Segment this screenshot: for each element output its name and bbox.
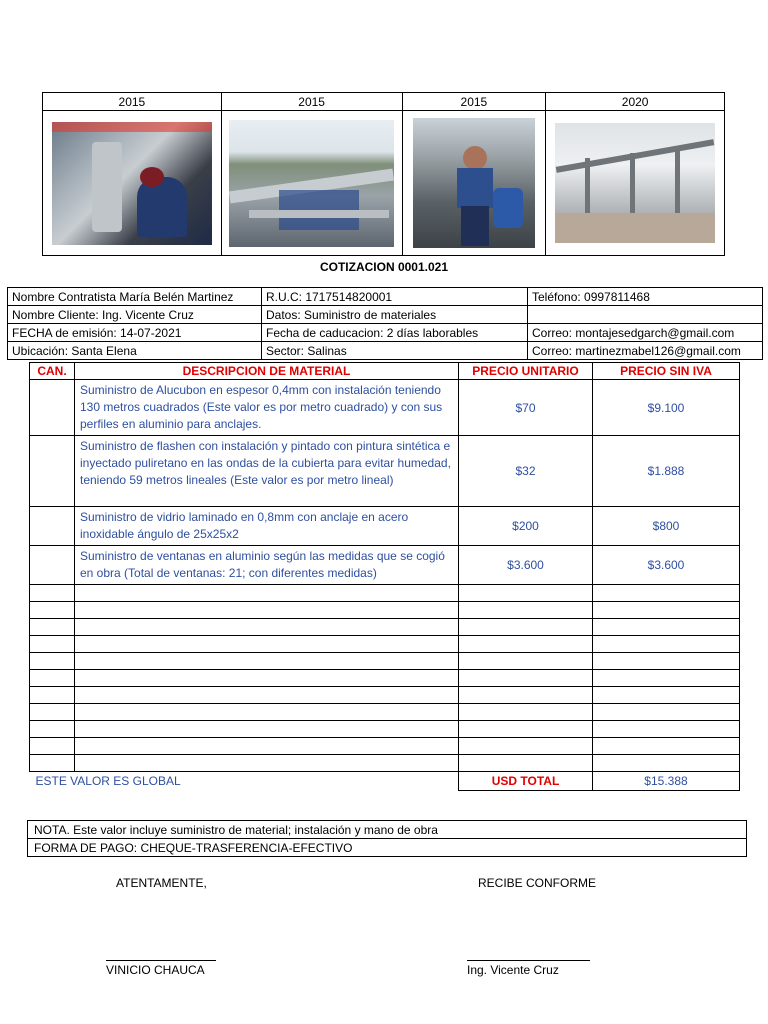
empty-row — [30, 602, 740, 619]
total-row — [30, 772, 740, 791]
forma-pago-cell: FORMA DE PAGO: CHEQUE-TRASFERENCIA-EFECTIVO — [28, 839, 747, 857]
year-label: 2015 — [221, 93, 402, 111]
table-row — [30, 546, 740, 585]
empty-row — [30, 687, 740, 704]
total-price-cell: $3.600 — [593, 546, 740, 585]
description-cell: Suministro de ventanas en aluminio según las medidas que se cogió en obra (Total de ventanas: 21; con diferentes medidas) — [75, 546, 459, 585]
photo-cell — [221, 111, 402, 256]
signer-name-right: Ing. Vicente Cruz — [467, 963, 559, 977]
photo-welding — [52, 122, 212, 245]
empty-row — [30, 636, 740, 653]
signer-name-left: VINICIO CHAUCA — [106, 963, 205, 977]
cliente-cell: Nombre Cliente: Ing. Vicente Cruz — [8, 306, 262, 324]
photo-worker — [413, 118, 535, 248]
unit-price-cell: $200 — [459, 507, 593, 546]
correo-cell: Correo: montajesedgarch@gmail.com — [528, 324, 763, 342]
total-price-cell: $1.888 — [593, 436, 740, 507]
correo-cell: Correo: martinezmabel126@gmail.com — [528, 342, 763, 360]
items-table — [29, 362, 740, 791]
description-cell: Suministro de vidrio laminado en 0,8mm con anclaje en acero inoxidable ángulo de 25x25x2 — [75, 507, 459, 546]
header-cantidad: CAN. — [30, 363, 75, 380]
empty-row — [30, 619, 740, 636]
empty-row — [30, 653, 740, 670]
datos-cell: Datos: Suministro de materiales — [262, 306, 528, 324]
fecha-cell: FECHA de emisión: 14-07-2021 — [8, 324, 262, 342]
header-descripcion: DESCRIPCION DE MATERIAL — [75, 363, 459, 380]
global-note: ESTE VALOR ES GLOBAL — [35, 774, 181, 788]
cantidad-cell — [30, 436, 75, 507]
signature-line — [106, 960, 216, 961]
empty-row — [30, 755, 740, 772]
photo-cell — [402, 111, 546, 256]
description-cell: Suministro de flashen con instalación y pintado con pintura sintética e inyectado puliretano en las ondas de la cubierta para evitar humedad, teniendo 59 metros lineales (Este valor es por metro lineal) — [75, 436, 459, 507]
photo-cell — [43, 111, 222, 256]
table-row — [30, 436, 740, 507]
quote-title: COTIZACION 0001.021 — [319, 260, 449, 274]
table-row — [30, 507, 740, 546]
sector-cell: Sector: Salinas — [262, 342, 528, 360]
notes-table — [27, 820, 747, 857]
total-price-cell: $800 — [593, 507, 740, 546]
header-precio-unitario: PRECIO UNITARIO — [459, 363, 593, 380]
photo-pipes — [229, 120, 394, 247]
empty-row — [30, 670, 740, 687]
empty-cell — [528, 306, 763, 324]
recibe-conforme-label: RECIBE CONFORME — [478, 876, 597, 890]
cantidad-cell — [30, 380, 75, 436]
empty-row — [30, 738, 740, 755]
unit-price-cell: $70 — [459, 380, 593, 436]
cantidad-cell — [30, 507, 75, 546]
empty-row — [30, 721, 740, 738]
year-label: 2020 — [546, 93, 725, 111]
photo-header-table — [42, 92, 725, 256]
caducacion-cell: Fecha de caducacion: 2 días laborables — [262, 324, 528, 342]
total-label: USD TOTAL — [459, 772, 593, 791]
info-table — [7, 287, 763, 360]
header-precio-sin-iva: PRECIO SIN IVA — [593, 363, 740, 380]
total-price-cell: $9.100 — [593, 380, 740, 436]
empty-row — [30, 704, 740, 721]
unit-price-cell: $3.600 — [459, 546, 593, 585]
total-value: $15.388 — [593, 772, 740, 791]
telefono-cell: Teléfono: 0997811468 — [528, 288, 763, 306]
contratista-cell: Nombre Contratista María Belén Martinez — [8, 288, 262, 306]
ubicacion-cell: Ubicación: Santa Elena — [8, 342, 262, 360]
table-row — [30, 380, 740, 436]
signature-line — [467, 960, 590, 961]
ruc-cell: R.U.C: 1717514820001 — [262, 288, 528, 306]
description-cell: Suministro de Alucubon en espesor 0,4mm con instalación teniendo 130 metros cuadrados (Este valor es por metro cuadrado) y con sus perfiles en aluminio para anclajes. — [75, 380, 459, 436]
nota-cell: NOTA. Este valor incluye suministro de material; instalación y mano de obra — [28, 821, 747, 839]
year-label: 2015 — [43, 93, 222, 111]
cantidad-cell — [30, 546, 75, 585]
year-label: 2015 — [402, 93, 546, 111]
atentamente-label: ATENTAMENTE, — [116, 876, 207, 890]
unit-price-cell: $32 — [459, 436, 593, 507]
empty-row — [30, 585, 740, 602]
photo-cell — [546, 111, 725, 256]
photo-structure — [555, 123, 715, 243]
